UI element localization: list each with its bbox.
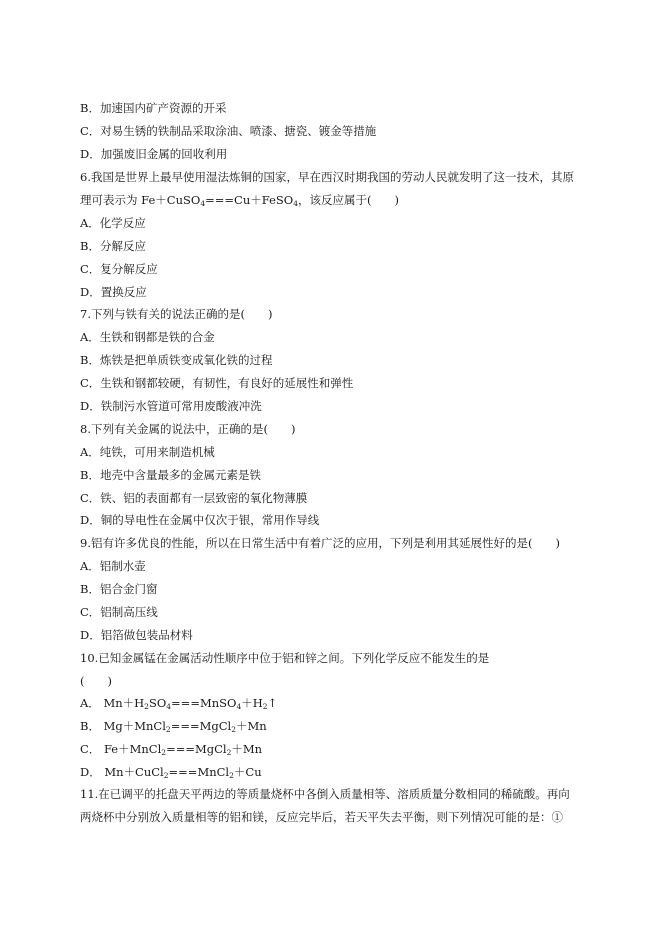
q6-option-a: A．化学反应: [80, 216, 146, 230]
q6-option-c: C．复分解反应: [80, 262, 158, 276]
q9-option-c: C．铝制高压线: [80, 605, 158, 619]
q9-stem: 9.铝有许多优良的性能，所以在日常生活中有着广泛的应用，下列是利用其延展性好的是( ): [80, 536, 560, 550]
q6-option-d: D．置换反应: [80, 285, 147, 299]
q6-option-b: B．分解反应: [80, 239, 146, 253]
q9-option-d: D．铝箔做包装品材料: [80, 628, 193, 642]
q7-option-c: C．生铁和钢都较硬，有韧性，有良好的延展性和弹性: [80, 376, 354, 390]
q5-option-b: B．加速国内矿产资源的开采: [80, 101, 227, 115]
q6-stem-line1: 6.我国是世界上最早使用湿法炼铜的国家，早在西汉时期我国的劳动人民就发明了这一技术，其原: [80, 170, 574, 184]
q7-option-a: A．生铁和钢都是铁的合金: [80, 330, 215, 344]
q10-option-a: A． $Mn+H_2SO_4===MnSO_4+H_2↑$: [80, 696, 278, 711]
q11-stem-line1: 11.在已调平的托盘天平两边的等质量烧杯中各倒入质量相等、溶质质量分数相同的稀硫酸。再向: [80, 787, 570, 801]
q9-option-a: A．铝制水壶: [80, 559, 146, 573]
q9-option-b: B．铝合金门窗: [80, 582, 158, 596]
q5-option-d: D．加强废旧金属的回收利用: [80, 147, 228, 161]
q7-option-d: D．铁制污水管道可常用废酸液冲洗: [80, 399, 262, 413]
q11-stem-line2: 两烧杯中分别放入质量相等的铝和镁，反应完毕后，若天平失去平衡，则下列情况可能的是：①: [80, 810, 563, 824]
q8-option-a: A．纯铁，可用来制造机械: [80, 445, 215, 459]
q8-option-d: D．铜的导电性在金属中仅次于银，常用作导线: [80, 513, 320, 527]
q7-stem: 7.下列与铁有关的说法正确的是( ): [80, 307, 273, 321]
q10-option-b: B． Mg＋MnCl$_2$===MgCl$_2$＋Mn: [80, 719, 267, 734]
q10-option-d: D． Mn＋CuCl$_2$===MnCl$_2$＋Cu: [80, 765, 262, 780]
q8-option-c: C．铁、铝的表面都有一层致密的氧化物薄膜: [80, 491, 308, 505]
q10-stem-line2: ( ): [80, 674, 112, 688]
q10-stem-line1: 10.已知金属锰在金属活动性顺序中位于铝和锌之间。下列化学反应不能发生的是: [80, 651, 490, 665]
q6-stem-line2: 理可表示为 Fe＋CuSO$_4$===Cu＋FeSO$_4$，该反应属于( ): [80, 193, 399, 208]
q5-option-c: C．对易生锈的铁制品采取涂油、喷漆、搪瓷、镀金等措施: [80, 124, 377, 138]
q8-stem: 8.下列有关金属的说法中，正确的是( ): [80, 422, 296, 436]
q8-option-b: B．地壳中含量最多的金属元素是铁: [80, 468, 261, 482]
q7-option-b: B．炼铁是把单质铁变成氧化铁的过程: [80, 353, 273, 367]
q10-option-c: C． Fe＋MnCl$_2$===MgCl$_2$＋Mn: [80, 742, 263, 757]
